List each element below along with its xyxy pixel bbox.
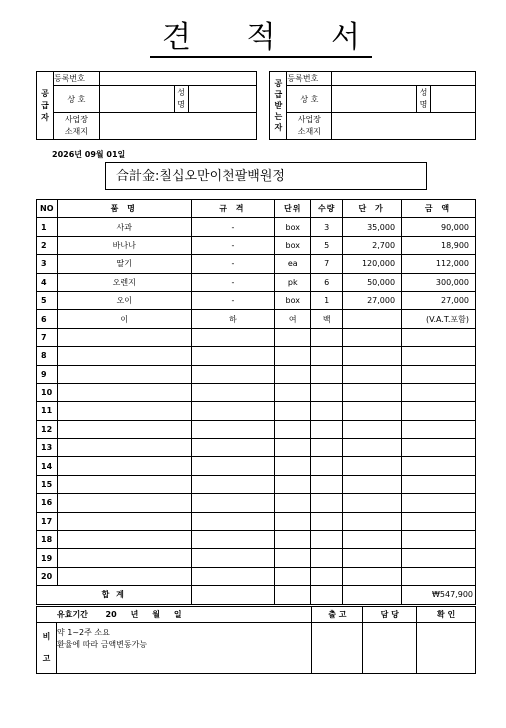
cell-no: 17: [37, 512, 58, 530]
table-row: [37, 475, 476, 493]
cell-price[interactable]: 120,000: [343, 255, 402, 273]
cell-spec[interactable]: -: [191, 291, 275, 309]
cell-no: 11: [37, 402, 58, 420]
validity-label: 유효기간: [57, 610, 88, 619]
cell-qty[interactable]: 7: [311, 255, 343, 273]
shipping-sign-field[interactable]: [312, 623, 363, 674]
col-header-spec: 규 격: [191, 200, 275, 218]
cell-no: 10: [37, 383, 58, 401]
cell-qty[interactable]: 1: [311, 291, 343, 309]
cell-spec[interactable]: -: [191, 236, 275, 254]
cell-unit[interactable]: [275, 383, 311, 401]
cell-price[interactable]: [343, 567, 402, 585]
cell-price[interactable]: 50,000: [343, 273, 402, 291]
cell-spec[interactable]: [191, 365, 275, 383]
cell-qty[interactable]: [311, 549, 343, 567]
table-row: [37, 494, 476, 512]
table-row: [37, 549, 476, 567]
cell-no: 6: [37, 310, 58, 328]
cell-spec[interactable]: [191, 549, 275, 567]
party-info-table: [36, 71, 476, 140]
cell-unit[interactable]: [275, 567, 311, 585]
cell-no: 14: [37, 457, 58, 475]
cell-qty[interactable]: [311, 494, 343, 512]
total-amount-text: 合計金:칠십오만이천팔백원정: [105, 162, 427, 190]
cell-qty[interactable]: [311, 365, 343, 383]
cell-amount[interactable]: (V.A.T.포함): [402, 310, 476, 328]
cell-name[interactable]: 이: [57, 310, 191, 328]
cell-price[interactable]: [343, 475, 402, 493]
cell-qty[interactable]: [311, 531, 343, 549]
table-row: [37, 236, 476, 254]
table-row: [37, 273, 476, 291]
cell-name[interactable]: [57, 531, 191, 549]
validity-row: [37, 607, 312, 623]
cell-amount[interactable]: 300,000: [402, 273, 476, 291]
document-date: 2026년 09월 01일: [52, 150, 126, 159]
footer-table: [36, 606, 476, 674]
cell-amount[interactable]: [402, 383, 476, 401]
cell-no: 4: [37, 273, 58, 291]
cell-amount[interactable]: [402, 512, 476, 530]
table-row: [37, 218, 476, 236]
cell-qty[interactable]: 6: [311, 273, 343, 291]
recipient-reg-label: 등록번호: [287, 72, 332, 86]
cell-unit[interactable]: [275, 457, 311, 475]
cell-price[interactable]: 35,000: [343, 218, 402, 236]
sum-spec-cell: [191, 586, 275, 604]
cell-no: 1: [37, 218, 58, 236]
cell-no: 20: [37, 567, 58, 585]
cell-unit[interactable]: [275, 531, 311, 549]
supplier-side-label: 공 급 자: [37, 72, 54, 140]
table-row: [37, 347, 476, 365]
confirm-label: 확 인: [417, 607, 476, 623]
table-row: [37, 402, 476, 420]
cell-amount[interactable]: [402, 531, 476, 549]
cell-amount[interactable]: [402, 420, 476, 438]
recipient-name-label: 성 명: [417, 86, 431, 113]
sum-label: 합 계: [37, 586, 192, 604]
items-table: [36, 199, 476, 605]
cell-spec[interactable]: -: [191, 218, 275, 236]
cell-amount[interactable]: [402, 347, 476, 365]
cell-no: 2: [37, 236, 58, 254]
cell-price[interactable]: [343, 402, 402, 420]
cell-unit[interactable]: [275, 439, 311, 457]
cell-name[interactable]: 바나나: [57, 236, 191, 254]
cell-spec[interactable]: [191, 512, 275, 530]
supplier-company-field[interactable]: [99, 86, 174, 113]
cell-unit[interactable]: ea: [275, 255, 311, 273]
cell-no: 16: [37, 494, 58, 512]
cell-unit[interactable]: [275, 512, 311, 530]
table-row: [37, 255, 476, 273]
cell-price[interactable]: [343, 328, 402, 346]
cell-unit[interactable]: [275, 475, 311, 493]
cell-spec[interactable]: [191, 383, 275, 401]
title-char-1: 견: [162, 20, 191, 55]
table-row: [37, 291, 476, 309]
cell-amount[interactable]: [402, 439, 476, 457]
cell-no: 12: [37, 420, 58, 438]
cell-unit[interactable]: [275, 402, 311, 420]
table-row: [37, 512, 476, 530]
cell-unit[interactable]: [275, 365, 311, 383]
cell-unit[interactable]: box: [275, 236, 311, 254]
cell-spec[interactable]: [191, 475, 275, 493]
cell-amount[interactable]: [402, 549, 476, 567]
table-row: [37, 567, 476, 585]
col-header-amount: 금 액: [402, 200, 476, 218]
cell-qty[interactable]: 5: [311, 236, 343, 254]
cell-name[interactable]: [57, 383, 191, 401]
cell-no: 9: [37, 365, 58, 383]
cell-name[interactable]: [57, 420, 191, 438]
col-header-qty: 수량: [311, 200, 343, 218]
cell-amount[interactable]: 18,900: [402, 236, 476, 254]
cell-amount[interactable]: [402, 365, 476, 383]
recipient-reg-field[interactable]: [332, 72, 476, 86]
validity-value: 20 년 월 일: [105, 610, 182, 619]
recipient-company-label: 상 호: [287, 86, 332, 113]
col-header-unit: 단위: [275, 200, 311, 218]
table-row: [37, 457, 476, 475]
cell-price[interactable]: [343, 549, 402, 567]
cell-price[interactable]: [343, 420, 402, 438]
remark-line-1: 약 1~2주 소요: [56, 628, 110, 637]
cell-spec[interactable]: [191, 439, 275, 457]
cell-price[interactable]: [343, 347, 402, 365]
cell-name[interactable]: 딸기: [57, 255, 191, 273]
cell-name[interactable]: [57, 347, 191, 365]
cell-qty[interactable]: [311, 328, 343, 346]
cell-spec[interactable]: [191, 494, 275, 512]
recipient-name-field[interactable]: [431, 86, 476, 113]
cell-qty[interactable]: 백: [311, 310, 343, 328]
cell-name[interactable]: [57, 475, 191, 493]
cell-spec[interactable]: -: [191, 255, 275, 273]
cell-unit[interactable]: box: [275, 218, 311, 236]
recipient-company-field[interactable]: [332, 86, 417, 113]
cell-amount[interactable]: [402, 494, 476, 512]
table-row: [37, 439, 476, 457]
table-row: [37, 531, 476, 549]
cell-spec[interactable]: [191, 347, 275, 365]
cell-unit[interactable]: 여: [275, 310, 311, 328]
cell-price[interactable]: [343, 383, 402, 401]
cell-name[interactable]: [57, 402, 191, 420]
recipient-addr-label: 사업장 소재지: [287, 113, 332, 140]
cell-unit[interactable]: box: [275, 291, 311, 309]
col-header-no: NO: [37, 200, 58, 218]
cell-qty[interactable]: [311, 420, 343, 438]
shipping-label: 출 고: [312, 607, 363, 623]
cell-amount[interactable]: [402, 475, 476, 493]
manager-sign-field[interactable]: [363, 623, 417, 674]
cell-spec[interactable]: [191, 457, 275, 475]
cell-price[interactable]: [343, 457, 402, 475]
cell-amount[interactable]: 112,000: [402, 255, 476, 273]
cell-price[interactable]: [343, 512, 402, 530]
cell-name[interactable]: [57, 439, 191, 457]
cell-qty[interactable]: [311, 402, 343, 420]
cell-unit[interactable]: [275, 420, 311, 438]
cell-name[interactable]: [57, 567, 191, 585]
table-row: [37, 310, 476, 328]
cell-no: 5: [37, 291, 58, 309]
sum-value: ₩547,900: [402, 586, 476, 604]
cell-qty[interactable]: [311, 567, 343, 585]
supplier-name-label: 성 명: [174, 86, 188, 113]
remark-label: 비 고: [37, 623, 57, 674]
cell-no: 7: [37, 328, 58, 346]
table-row: [37, 383, 476, 401]
cell-qty[interactable]: [311, 457, 343, 475]
cell-name[interactable]: 오렌지: [57, 273, 191, 291]
cell-qty[interactable]: [311, 512, 343, 530]
cell-price[interactable]: [343, 494, 402, 512]
cell-qty[interactable]: 3: [311, 218, 343, 236]
cell-qty[interactable]: [311, 383, 343, 401]
recipient-side-label: 공 급 받 는 자: [270, 72, 287, 140]
sum-price-cell: [343, 586, 402, 604]
cell-amount[interactable]: 27,000: [402, 291, 476, 309]
supplier-addr-field[interactable]: [99, 113, 257, 140]
cell-spec[interactable]: [191, 402, 275, 420]
document-title: [150, 18, 372, 58]
title-char-3: 서: [331, 20, 360, 55]
cell-no: 18: [37, 531, 58, 549]
cell-unit[interactable]: [275, 549, 311, 567]
cell-price[interactable]: [343, 365, 402, 383]
cell-spec[interactable]: [191, 567, 275, 585]
cell-price[interactable]: [343, 310, 402, 328]
remark-line-2: 환율에 따라 금액변동가능: [56, 640, 148, 649]
cell-spec[interactable]: -: [191, 273, 275, 291]
cell-spec[interactable]: 하: [191, 310, 275, 328]
col-header-name: 품 명: [57, 200, 191, 218]
table-row: [37, 328, 476, 346]
cell-qty[interactable]: [311, 347, 343, 365]
cell-amount[interactable]: [402, 328, 476, 346]
remark-text[interactable]: [56, 623, 311, 674]
cell-amount[interactable]: 90,000: [402, 218, 476, 236]
cell-name[interactable]: [57, 365, 191, 383]
cell-unit[interactable]: [275, 328, 311, 346]
supplier-reg-label: 등록번호: [53, 72, 99, 86]
cell-no: 8: [37, 347, 58, 365]
cell-unit[interactable]: pk: [275, 273, 311, 291]
cell-name[interactable]: 사과: [57, 218, 191, 236]
sum-unit-cell: [275, 586, 311, 604]
cell-unit[interactable]: [275, 347, 311, 365]
cell-no: 15: [37, 475, 58, 493]
recipient-addr-field[interactable]: [332, 113, 476, 140]
manager-label: 담 당: [363, 607, 417, 623]
table-row: [37, 365, 476, 383]
cell-spec[interactable]: [191, 531, 275, 549]
confirm-sign-field[interactable]: [417, 623, 476, 674]
supplier-company-label: 상 호: [53, 86, 99, 113]
cell-spec[interactable]: [191, 328, 275, 346]
cell-name[interactable]: [57, 457, 191, 475]
cell-no: 19: [37, 549, 58, 567]
cell-name[interactable]: [57, 494, 191, 512]
cell-name[interactable]: [57, 549, 191, 567]
cell-name[interactable]: [57, 512, 191, 530]
cell-price[interactable]: [343, 531, 402, 549]
supplier-reg-field[interactable]: [99, 72, 257, 86]
cell-price[interactable]: 2,700: [343, 236, 402, 254]
cell-amount[interactable]: [402, 567, 476, 585]
cell-qty[interactable]: [311, 475, 343, 493]
cell-qty[interactable]: [311, 439, 343, 457]
cell-price[interactable]: [343, 439, 402, 457]
cell-name[interactable]: [57, 328, 191, 346]
cell-no: 3: [37, 255, 58, 273]
cell-amount[interactable]: [402, 402, 476, 420]
supplier-addr-label: 사업장 소재지: [53, 113, 99, 140]
cell-spec[interactable]: [191, 420, 275, 438]
cell-price[interactable]: 27,000: [343, 291, 402, 309]
supplier-name-field[interactable]: [188, 86, 257, 113]
cell-amount[interactable]: [402, 457, 476, 475]
cell-unit[interactable]: [275, 494, 311, 512]
cell-name[interactable]: 오이: [57, 291, 191, 309]
title-char-2: 적: [246, 20, 276, 55]
col-header-price: 단 가: [343, 200, 402, 218]
sum-qty-cell: [311, 586, 343, 604]
table-row: [37, 420, 476, 438]
cell-no: 13: [37, 439, 58, 457]
